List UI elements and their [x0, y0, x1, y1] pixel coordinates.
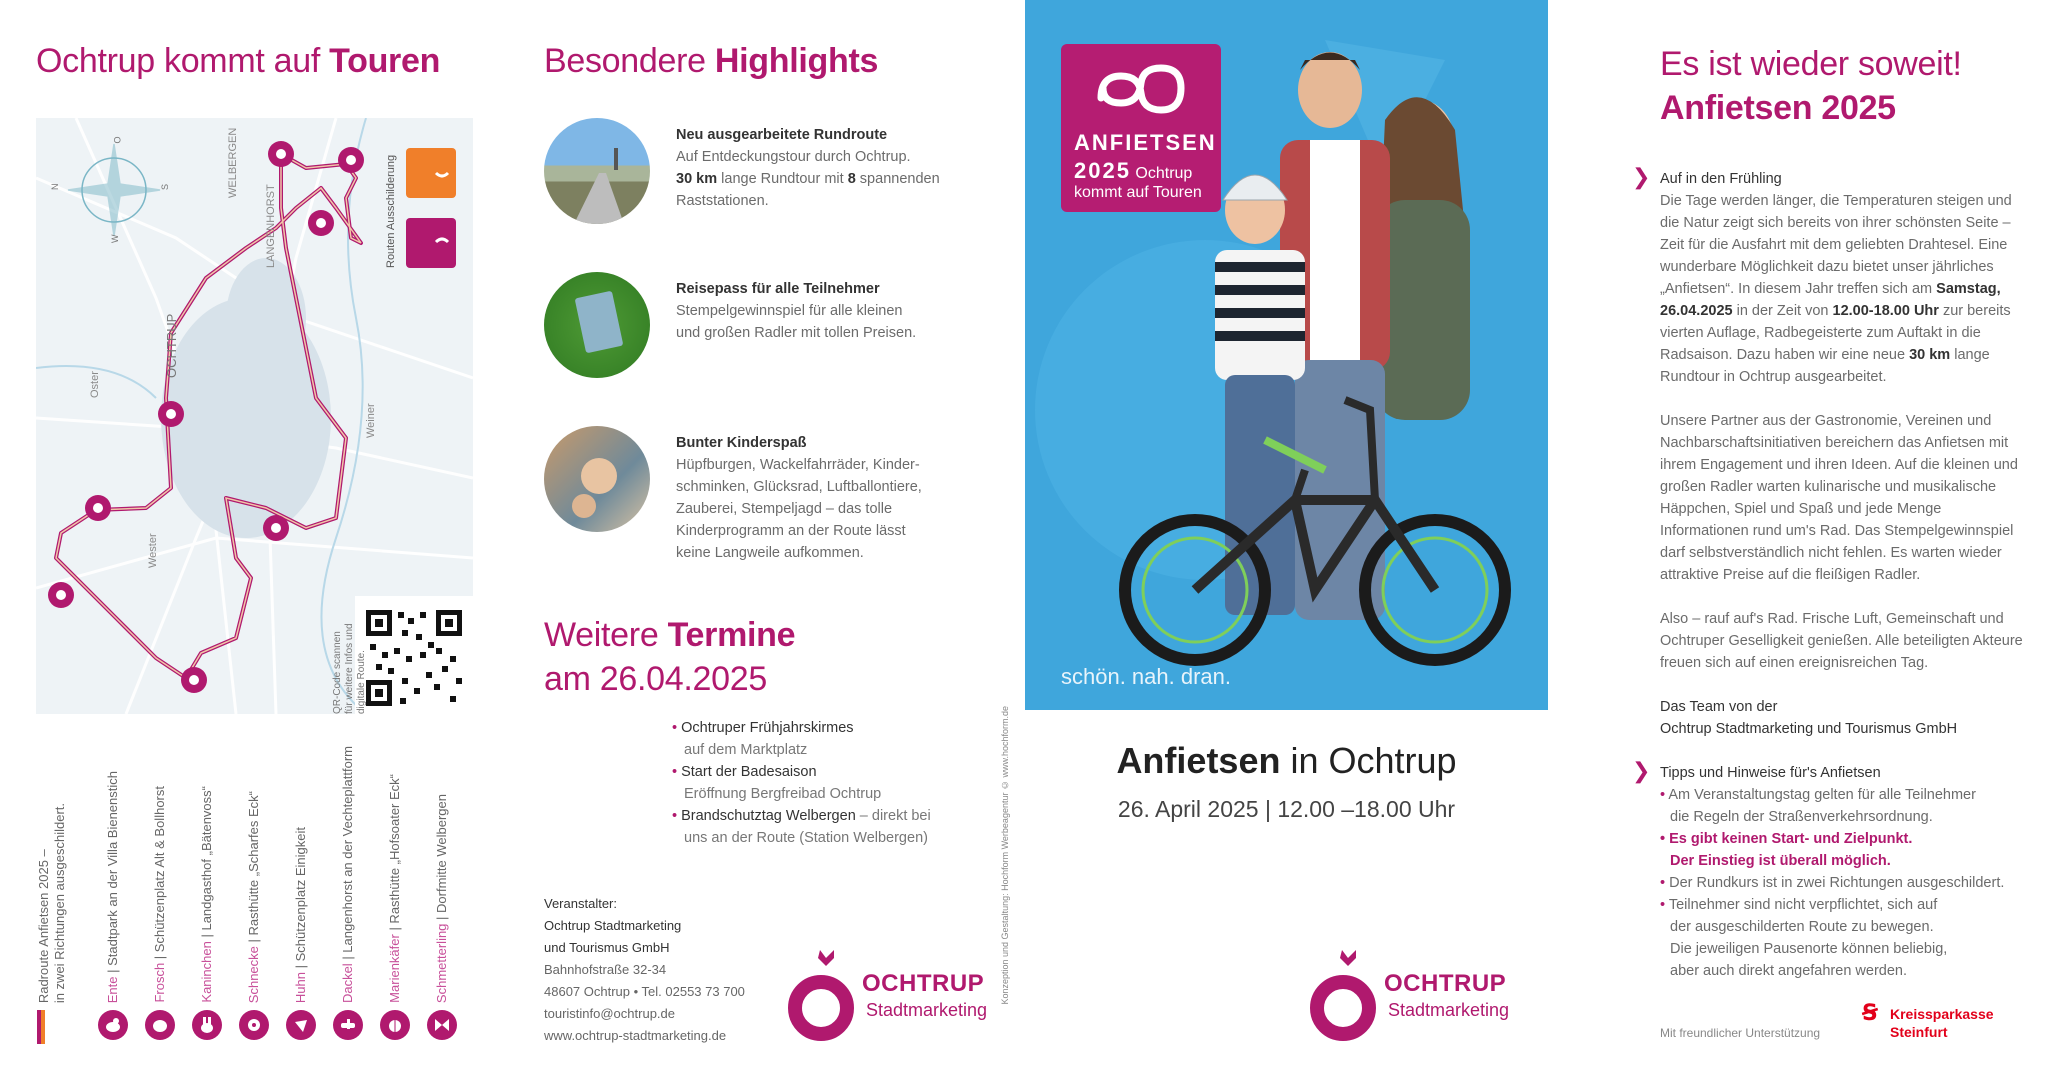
termin-brandschutztag: • Brandschutztag Welbergen – direkt bei [672, 808, 931, 824]
organizer-web-link[interactable]: www.ochtrup-stadtmarketing.de [544, 1028, 727, 1043]
organizer-email-link[interactable]: touristinfo@ochtrup.de [544, 1006, 675, 1021]
route-map[interactable] [36, 118, 473, 714]
compass-w: W [110, 234, 120, 243]
sparkasse-logo: Ꞩ Kreissparkasse Steinfurt [1862, 1000, 1994, 1040]
magenta-sign-icon [406, 218, 456, 268]
legend-label: Routen Ausschilderung [385, 154, 397, 268]
butterfly-icon [427, 1010, 457, 1040]
slogan: schön. nah. dran. [1061, 664, 1232, 689]
duck-icon [98, 1010, 128, 1040]
design-credit: Konzeption und Gestaltung: Hochform Werbeagentur © www.hochform.de [1000, 706, 1010, 1005]
bike-logo-icon [1091, 58, 1191, 118]
tip-1: • Am Veranstaltungstag gelten für alle Teilnehmer [1660, 787, 1976, 803]
tip-2: • Es gibt keinen Start- und Zielpunkt. [1660, 831, 1913, 847]
label-wester: Wester [147, 533, 159, 568]
highlight-reisepass: Reisepass für alle Teilnehmer Stempelgewinnspiel für alle kleinen und großen Radler mit tollen Preisen. [676, 281, 917, 341]
kinderspass-photo [544, 426, 650, 532]
frog-icon [145, 1010, 175, 1040]
station-schmetterling: Schmetterling | Dorfmitte Welbergen [434, 793, 449, 1003]
panel4-title: Es ist wieder soweit! Anfietsen 2025 [1660, 45, 1962, 127]
highlights-title: Besondere Highlights [544, 42, 879, 80]
route-note-color-bar [37, 1010, 45, 1044]
label-oster: Oster [89, 371, 101, 398]
compass-icon [68, 144, 160, 236]
organizer-block: Veranstalter: Ochtrup Stadtmarketing und Tourismus GmbH Bahnhofstraße 32-34 48607 Ochtrup • Tel. 02553 73 700 touristinfo@ochtrup.de www.ochtrup-stadtmarketing.de [544, 893, 784, 1047]
ochtrup-logo-left: OCHTRUP Stadtmarketing [786, 948, 1006, 1048]
orange-sign-icon [406, 148, 456, 198]
label-welbergen: WELBERGEN [227, 127, 239, 198]
qr-caption: QR-Code scannen für weitere Infos und digitale Route. [332, 623, 367, 714]
tip-3: • Der Rundkurs ist in zwei Richtungen ausgeschildert. [1660, 875, 2005, 891]
sparkasse-icon: Ꞩ [1862, 1000, 1878, 1025]
dachshund-icon [333, 1010, 363, 1040]
event-title: Anfietsen in Ochtrup [1116, 740, 1457, 781]
compass-s: S [160, 183, 170, 190]
compass-n: N [50, 183, 60, 190]
station-schnecke: Schnecke | Rasthütte „Scharfes Eck“ [246, 790, 261, 1003]
station-marienkaefer: Marienkäfer | Rasthütte „Hofsoater Eck“ [387, 774, 402, 1003]
snail-icon [239, 1010, 269, 1040]
station-ente: Ente | Stadtpark an der Villa Bienenstich [105, 770, 120, 1003]
station-frosch: Frosch | Schützenplatz Alt & Bollhorst [152, 786, 167, 1003]
station-huhn: Huhn | Schützenplatz Einigkeit [293, 826, 308, 1003]
termine-title: Weitere Termine am 26.04.2025 [544, 616, 796, 698]
event-date: 26. April 2025 | 12.00 –18.00 Uhr [1117, 796, 1456, 822]
highlight-kinderspass: Bunter Kinderspaß Hüpfburgen, Wackelfahrräder, Kinder- schminken, Glücksrad, Luftballontiere, Zauberei, Stempeljagd – das tolle Kinderprogramm an der Route lässt keine Langweile aufkommen. [676, 435, 922, 561]
termin-badesaison: • Start der Badesaison [672, 764, 817, 780]
anfietsen-badge: ANFIETSEN 2025 Ochtrup kommt auf Touren [1061, 44, 1221, 212]
ochtrup-logo-right: OCHTRUP Stadtmarketing [1308, 948, 1528, 1048]
label-weiner: Weiner [365, 403, 377, 438]
route-note: Radroute Anfietsen 2025 – in zwei Richtungen ausgeschildert. [36, 802, 67, 1003]
tips-list: Tipps und Hinweise für's Anfietsen • Am Veranstaltungstag gelten für alle Teilnehmer die Regeln der Straßenverkehrsordnung. • Es gibt keinen Start- und Zielpunkt. Der Einstieg ist überall möglich. • Der Rundkurs ist in zwei Richtungen ausgeschildert. • Teilnehmer sind nicht verpflichtet, sich auf der ausgeschilderten Route zu bewegen. Die jeweiligen Pausenorte können beliebig, aber auch direkt angefahren werden. [1660, 762, 2030, 982]
station-kaninchen: Kaninchen | Landgasthof „Bätenvoss“ [199, 786, 214, 1003]
highlight-rundroute: Neu ausgearbeitete Rundroute Auf Entdeckungstour durch Ochtrup. 30 km lange Rundtour mit 8 spannenden Raststationen. [676, 127, 940, 209]
label-langenhorst: LANGENHORST [265, 184, 277, 268]
rabbit-icon [192, 1010, 222, 1040]
ladybug-icon [380, 1010, 410, 1040]
rundroute-photo [544, 118, 650, 224]
intro-text: Auf in den Frühling Die Tage werden länger, die Temperaturen steigen und die Natur zeigt sich bereits von ihrer schönsten Seite – Zeit für die Ausfahrt mit dem geliebten Drahtesel. Eine wunderbare Möglichkeit dazu bietet unser jährliches „Anfietsen“. In diesem Jahr treffen sich am Samstag, 26.04.2025 in der Zeit von 12.00-18.00 Uhr zur bereits vierten Auflage, Radbegeisterte zum Auftakt in die Radsaison. Dazu haben wir eine neue 30 km lange Rundtour in Ochtrup ausgearbeitet. Unsere Partner aus der Gastronomie, Vereinen und Nachbarschaftsinitiativen bereichern das Anfietsen mit ihrem Engagement und ihren Ideen. Auf die kleinen und großen Radler warten kulinarische und musikalische Häppchen, Spiel und Spaß und jede Menge Informationen rund um's Rad. Das Stempelgewinnspiel darf selbstverständlich nicht fehlen. Es warten wieder attraktive Preise auf die fleißigen Radler. Also – rauf auf's Rad. Frische Luft, Gemeinschaft und Ochtruper Geselligkeit genießen. Alle beteiligten Akteure freuen sich auf einen ereignisreichen Tag. Das Team von der Ochtrup Stadtmarketing und Tourismus GmbH [1660, 171, 2023, 737]
chicken-icon [286, 1010, 316, 1040]
termin-kirmes: • Ochtruper Frühjahrskirmes [672, 720, 854, 736]
compass-o: O [112, 136, 122, 144]
logo-mark-icon [786, 948, 856, 1048]
reisepass-photo [544, 272, 650, 378]
cover-photo [1025, 0, 1548, 710]
chevron-right-icon: ❯ [1632, 164, 1651, 189]
logo-mark-icon [1308, 948, 1378, 1048]
label-ochtrup: OCHTRUP [164, 313, 179, 378]
tip-4: • Teilnehmer sind nicht verpflichtet, sich auf [1660, 897, 1938, 913]
station-dackel: Dackel | Langenhorst an der Vechteplattform [340, 745, 355, 1003]
termine-list: • Ochtruper Frühjahrskirmes auf dem Marktplatz • Start der Badesaison Eröffnung Bergfreibad Ochtrup • Brandschutztag Welbergen – direkt bei uns an der Route (Station Welbergen) [672, 717, 972, 849]
panel1-title: Ochtrup kommt auf Touren [36, 42, 441, 80]
support-note: Mit freundlicher Unterstützung [1660, 1026, 1821, 1040]
map-graphic [36, 118, 473, 714]
chevron-right-icon: ❯ [1632, 758, 1651, 783]
